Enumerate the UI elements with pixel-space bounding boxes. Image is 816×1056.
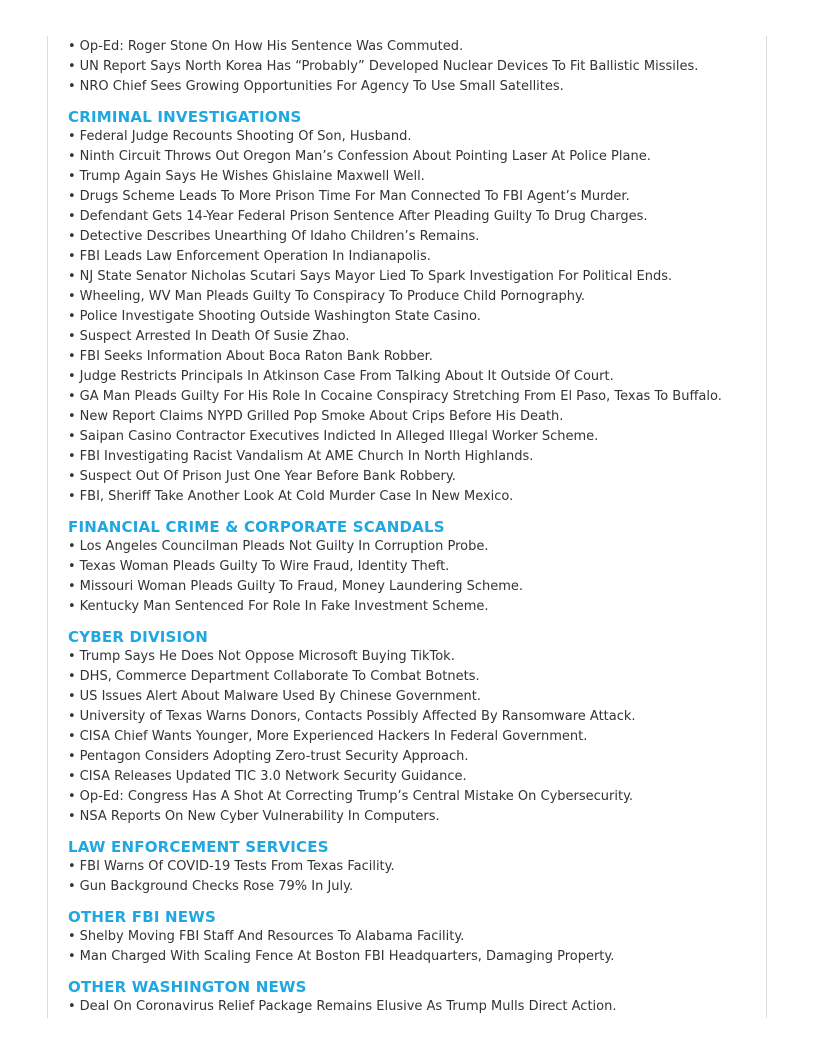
news-link[interactable]: • Drugs Scheme Leads To More Prison Time For Man Connected To FBI Agent’s Murder. [68,187,758,207]
news-link[interactable]: • UN Report Says North Korea Has “Probably” Developed Nuclear Devices To Fit Ballistic Missiles. [68,57,758,77]
section-heading: LAW ENFORCEMENT SERVICES [68,838,329,856]
news-link[interactable]: • Deal On Coronavirus Relief Package Remains Elusive As Trump Mulls Direct Action. [68,997,758,1017]
news-link[interactable]: • University of Texas Warns Donors, Contacts Possibly Affected By Ransomware Attack. [68,707,758,727]
news-sections [68,107,758,1017]
news-link[interactable]: • Trump Says He Does Not Oppose Microsoft Buying TikTok. [68,647,758,667]
news-link[interactable]: • Man Charged With Scaling Fence At Boston FBI Headquarters, Damaging Property. [68,947,758,967]
news-link[interactable]: • NRO Chief Sees Growing Opportunities For Agency To Use Small Satellites. [68,77,758,97]
news-link[interactable]: • NSA Reports On New Cyber Vulnerability In Computers. [68,807,758,827]
news-link[interactable]: • Federal Judge Recounts Shooting Of Son, Husband. [68,127,758,147]
section-law-enforcement-services [68,837,758,897]
news-link[interactable]: • New Report Claims NYPD Grilled Pop Smoke About Crips Before His Death. [68,407,758,427]
section-heading: CRIMINAL INVESTIGATIONS [68,108,302,126]
section-heading: OTHER FBI NEWS [68,908,216,926]
news-link[interactable]: • FBI Warns Of COVID-19 Tests From Texas Facility. [68,857,758,877]
news-link[interactable]: • Trump Again Says He Wishes Ghislaine Maxwell Well. [68,167,758,187]
news-link[interactable]: • FBI Seeks Information About Boca Raton Bank Robber. [68,347,758,367]
section-other-washington-news [68,977,758,1017]
news-link[interactable]: • Pentagon Considers Adopting Zero-trust Security Approach. [68,747,758,767]
news-link[interactable]: • Op-Ed: Roger Stone On How His Sentence Was Commuted. [68,37,758,57]
news-link[interactable]: • CISA Releases Updated TIC 3.0 Network Security Guidance. [68,767,758,787]
news-link[interactable]: • Kentucky Man Sentenced For Role In Fake Investment Scheme. [68,597,758,617]
news-link[interactable]: • Wheeling, WV Man Pleads Guilty To Conspiracy To Produce Child Pornography. [68,287,758,307]
news-link[interactable]: • Op-Ed: Congress Has A Shot At Correcting Trump’s Central Mistake On Cybersecurity. [68,787,758,807]
news-link[interactable]: • FBI, Sheriff Take Another Look At Cold Murder Case In New Mexico. [68,487,758,507]
news-link[interactable]: • FBI Leads Law Enforcement Operation In Indianapolis. [68,247,758,267]
news-link[interactable]: • GA Man Pleads Guilty For His Role In Cocaine Conspiracy Stretching From El Paso, Texas To Buffalo. [68,387,758,407]
news-link[interactable]: • Ninth Circuit Throws Out Oregon Man’s Confession About Pointing Laser At Police Plane. [68,147,758,167]
section-cyber-division [68,627,758,827]
news-link[interactable]: • US Issues Alert About Malware Used By Chinese Government. [68,687,758,707]
news-link[interactable]: • DHS, Commerce Department Collaborate To Combat Botnets. [68,667,758,687]
news-link[interactable]: • Saipan Casino Contractor Executives Indicted In Alleged Illegal Worker Scheme. [68,427,758,447]
newsletter-content [68,37,758,1017]
section-other-fbi-news [68,907,758,967]
news-link[interactable]: • Texas Woman Pleads Guilty To Wire Fraud, Identity Theft. [68,557,758,577]
news-link[interactable]: • Gun Background Checks Rose 79% In July. [68,877,758,897]
section-heading: FINANCIAL CRIME & CORPORATE SCANDALS [68,518,445,536]
news-link[interactable]: • Suspect Arrested In Death Of Susie Zhao. [68,327,758,347]
news-link[interactable]: • NJ State Senator Nicholas Scutari Says Mayor Lied To Spark Investigation For Political Ends. [68,267,758,287]
news-link[interactable]: • Police Investigate Shooting Outside Washington State Casino. [68,307,758,327]
section-heading: CYBER DIVISION [68,628,209,646]
news-link[interactable]: • Missouri Woman Pleads Guilty To Fraud, Money Laundering Scheme. [68,577,758,597]
news-link[interactable]: • Defendant Gets 14-Year Federal Prison Sentence After Pleading Guilty To Drug Charges. [68,207,758,227]
news-link[interactable]: • CISA Chief Wants Younger, More Experienced Hackers In Federal Government. [68,727,758,747]
news-link[interactable]: • Shelby Moving FBI Staff And Resources To Alabama Facility. [68,927,758,947]
section-heading: OTHER WASHINGTON NEWS [68,978,307,996]
section-criminal-investigations [68,107,758,507]
news-link[interactable]: • Judge Restricts Principals In Atkinson Case From Talking About It Outside Of Court. [68,367,758,387]
news-link[interactable]: • Suspect Out Of Prison Just One Year Before Bank Robbery. [68,467,758,487]
top-news-list [68,37,758,97]
news-link[interactable]: • Detective Describes Unearthing Of Idaho Children’s Remains. [68,227,758,247]
section-financial-crime-and-corporate-scandals [68,517,758,617]
news-link[interactable]: • FBI Investigating Racist Vandalism At AME Church In North Highlands. [68,447,758,467]
news-link[interactable]: • Los Angeles Councilman Pleads Not Guilty In Corruption Probe. [68,537,758,557]
